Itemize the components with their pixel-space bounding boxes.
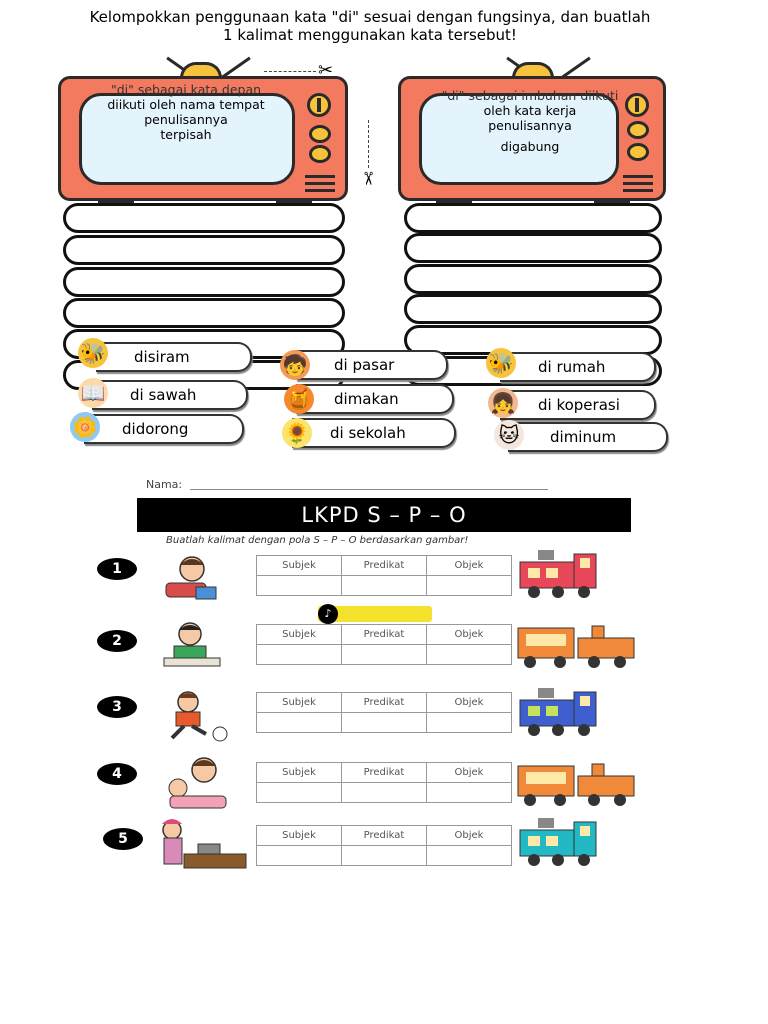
train-icon — [514, 548, 602, 596]
answer-slot-right[interactable] — [404, 233, 662, 263]
spo-table — [256, 555, 512, 596]
tv-knob-icon — [309, 125, 331, 143]
nama-label: Nama: — [146, 478, 183, 491]
objek-header: Objek — [427, 693, 512, 713]
word-card-label: di pasar — [334, 356, 395, 374]
subjek-header: Subjek — [257, 625, 342, 645]
objek-cell[interactable] — [427, 783, 512, 803]
spo-table — [256, 825, 512, 866]
kid-reading-icon — [158, 553, 222, 603]
word-card[interactable] — [84, 414, 244, 444]
tiktok-icon: ♪ — [318, 604, 338, 624]
row-number: 1 — [97, 558, 137, 580]
kid-reading-together-icon — [160, 756, 224, 806]
tv-left-line: "di" sebagai kata depan — [110, 82, 262, 97]
spo-table — [256, 624, 512, 665]
tv-left-label — [88, 82, 284, 142]
kid-kicking-ball-icon — [158, 690, 222, 740]
subjek-cell[interactable] — [257, 783, 342, 803]
answer-slot-right[interactable] — [404, 294, 662, 324]
kid-cooking-icon — [154, 818, 250, 868]
spo-table — [256, 762, 512, 803]
tv-left-line: diikuti oleh nama tempat — [107, 97, 265, 112]
predikat-cell[interactable] — [342, 783, 427, 803]
answer-slot-left[interactable] — [63, 235, 345, 265]
subjek-header: Subjek — [257, 763, 342, 783]
answer-slot-right[interactable] — [404, 203, 662, 233]
girl-reading-icon: 👧 — [488, 388, 518, 418]
predikat-header: Predikat — [342, 826, 427, 846]
subjek-cell[interactable] — [257, 846, 342, 866]
train-icon — [514, 758, 644, 806]
tv-right-line: penulisannya — [488, 118, 572, 133]
kid-writing-icon — [158, 620, 222, 670]
row-number: 4 — [97, 763, 137, 785]
row-number: 5 — [103, 828, 143, 850]
answer-slot-right[interactable] — [404, 325, 662, 355]
word-card[interactable] — [508, 422, 668, 452]
predikat-cell[interactable] — [342, 713, 427, 733]
word-card[interactable] — [500, 390, 656, 420]
answer-slot-left[interactable] — [63, 298, 345, 328]
instruction-line-2: 1 kalimat menggunakan kata tersebut! — [223, 26, 517, 44]
answer-slot-left[interactable] — [63, 203, 345, 233]
word-card-label: didorong — [122, 420, 189, 438]
objek-header: Objek — [427, 625, 512, 645]
honey-pot-icon: 🍯 — [284, 384, 314, 414]
answer-slot-right[interactable] — [404, 264, 662, 294]
answer-slot-left[interactable] — [63, 267, 345, 297]
predikat-cell[interactable] — [342, 846, 427, 866]
objek-cell[interactable] — [427, 645, 512, 665]
tv-grille — [305, 182, 335, 185]
tv-right-line: oleh kata kerja — [483, 103, 577, 118]
train-icon — [514, 816, 602, 864]
word-card-label: diminum — [550, 428, 617, 446]
objek-header: Objek — [427, 763, 512, 783]
subjek-header: Subjek — [257, 556, 342, 576]
tv-knob-icon — [307, 93, 331, 117]
predikat-header: Predikat — [342, 625, 427, 645]
tv-grille — [623, 189, 653, 192]
word-card[interactable] — [292, 418, 456, 448]
row-number: 2 — [97, 630, 137, 652]
cut-line — [264, 71, 316, 72]
word-card-label: disiram — [134, 348, 190, 366]
predikat-header: Predikat — [342, 556, 427, 576]
word-card-label: di sawah — [130, 386, 197, 404]
tv-grille — [623, 175, 653, 178]
predikat-cell[interactable] — [342, 576, 427, 596]
word-card[interactable] — [96, 342, 252, 372]
predikat-cell[interactable] — [342, 645, 427, 665]
subjek-cell[interactable] — [257, 645, 342, 665]
cut-line — [368, 120, 369, 168]
tv-grille — [305, 189, 335, 192]
word-card[interactable] — [92, 380, 248, 410]
worksheet-instruction: Buatlah kalimat dengan pola S – P – O berdasarkan gambar! — [166, 535, 469, 546]
word-card-label: di koperasi — [538, 396, 620, 414]
predikat-header: Predikat — [342, 763, 427, 783]
scissors-icon: ✂ — [357, 170, 379, 187]
scissors-icon: ✂ — [318, 60, 334, 81]
objek-cell[interactable] — [427, 846, 512, 866]
tv-right-label — [432, 88, 628, 154]
tv-left-line: penulisannya — [144, 112, 228, 127]
word-card[interactable] — [296, 384, 454, 414]
word-card-label: di rumah — [538, 358, 606, 376]
reading-kid-icon: 📖 — [78, 378, 108, 408]
cat-icon: 🐱 — [494, 420, 524, 450]
tv-grille — [305, 175, 335, 178]
train-icon — [514, 620, 644, 668]
objek-cell[interactable] — [427, 713, 512, 733]
flower-icon: 🌼 — [70, 412, 100, 442]
predikat-header: Predikat — [342, 693, 427, 713]
tv-right-line: digabung — [500, 139, 560, 154]
orange-kid-icon: 🧒 — [280, 350, 310, 380]
spo-table — [256, 692, 512, 733]
subjek-cell[interactable] — [257, 576, 342, 596]
tv-knob-icon — [627, 121, 649, 139]
objek-cell[interactable] — [427, 576, 512, 596]
word-card-label: di sekolah — [330, 424, 406, 442]
tv-grille — [623, 182, 653, 185]
tv-knob-icon — [309, 145, 331, 163]
tv-right-line: "di" sebagai imbuhan diikuti — [441, 88, 619, 103]
word-card[interactable] — [296, 350, 448, 380]
bee-reading-icon: 🐝 — [486, 348, 516, 378]
train-icon — [514, 686, 602, 734]
subjek-header: Subjek — [257, 693, 342, 713]
word-card[interactable] — [500, 352, 656, 382]
word-card-label: dimakan — [334, 390, 399, 408]
instruction-text — [40, 8, 700, 44]
worksheet-title: LKPD S – P – O — [137, 498, 631, 532]
tv-knob-icon — [625, 93, 649, 117]
sunflower-icon: 🌻 — [282, 418, 312, 448]
objek-header: Objek — [427, 826, 512, 846]
objek-header: Objek — [427, 556, 512, 576]
subjek-cell[interactable] — [257, 713, 342, 733]
tv-knob-icon — [627, 143, 649, 161]
subjek-header: Subjek — [257, 826, 342, 846]
row-number: 3 — [97, 696, 137, 718]
nama-line[interactable] — [190, 489, 548, 490]
tv-left-line: terpisah — [160, 127, 212, 142]
bee-icon: 🐝 — [78, 338, 108, 368]
instruction-line-1: Kelompokkan penggunaan kata "di" sesuai dengan fungsinya, dan buatlah — [89, 8, 651, 26]
